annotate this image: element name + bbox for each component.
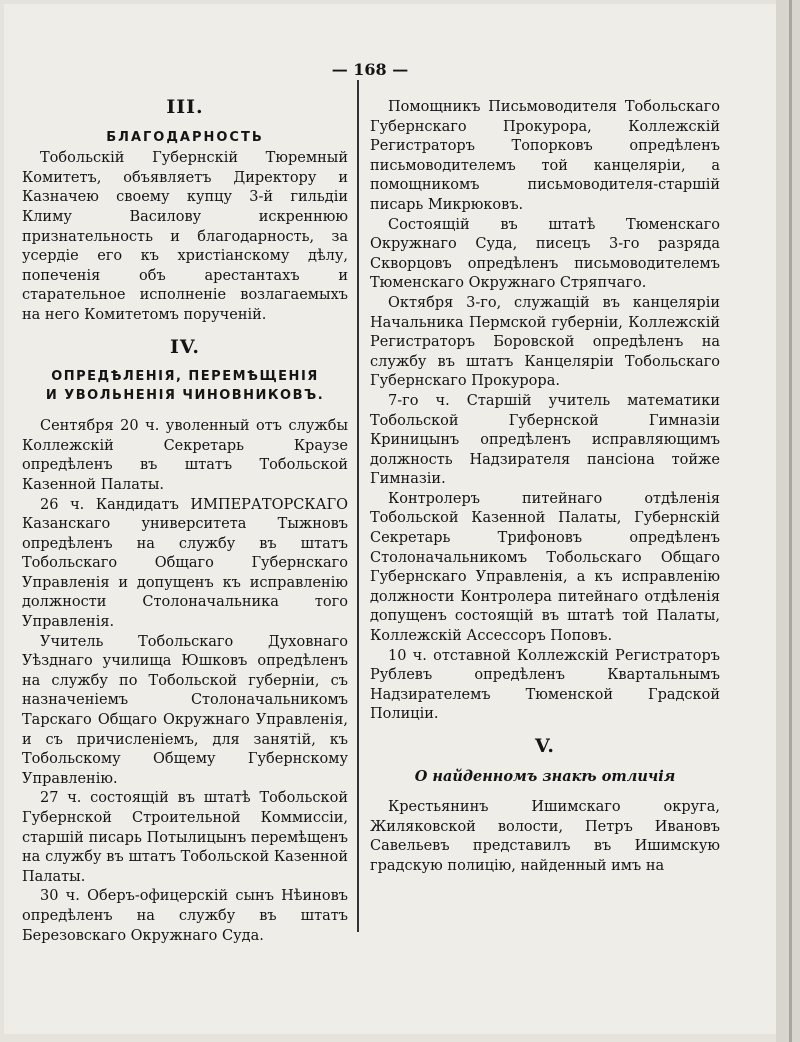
paragraph-appointment: Сентября 20 ч. уволенный отъ службы Коллежскій Секретарь Краузе опредѣленъ въ штатъ Тобольской Казенной Палаты. (22, 418, 348, 493)
paragraph-appointment: Состоящій въ штатѣ Тюменскаго Окружнаго Суда, писецъ 3-го разряда Скворцовъ опредѣленъ письмоводителемъ Тюменскаго Окружнаго Стряпчаго. (370, 216, 720, 292)
heading-gratitude: БЛАГОДАРНОСТЬ (106, 129, 264, 145)
paragraph-appointment: 10 ч. отставной Коллежскій Регистраторъ Рублевъ опредѣленъ Квартальнымъ Надзирателемъ Тюменской Градской Полиціи. (370, 647, 720, 723)
right-column (370, 98, 720, 877)
paragraph-found-insignia: Крестьянинъ Ишимскаго округа, Жиляковской волости, Петръ Ивановъ Савельевъ представилъ въ Ишимскую градскую полицію, найденный имъ на (370, 799, 720, 874)
paragraph-appointment: Учитель Тобольскаго Духовнаго Уѣзднаго училища Юшковъ опредѣленъ на службу по Тобольской губерніи, съ назначеніемъ Столоначальникомъ Тарскаго Общаго Окружнаго Управленія, и съ причисленіемъ, для занятій, къ Тобольскому Общему Губернскому Управленію. (22, 633, 348, 787)
heading-appointments-line-1: ОПРЕДѢЛЕНІЯ, ПЕРЕМѢЩЕНІЯ (51, 369, 319, 385)
subtitle-found-insignia: О найденномъ знакѣ отличія (414, 767, 676, 785)
paragraph-gratitude: Тобольскій Губернскій Тюремный Комитетъ, объявляетъ Директору и Казначею своему купцу 3-й гильдіи Климу Василову искреннюю признательность и благодарность, за усердіе его къ христіанскому дѣлу, попеченія объ арестантахъ и старательное исполненіе возлагаемыхъ на него Комитетомъ порученій. (22, 150, 348, 323)
paragraph-appointment: 30 ч. Оберъ-офицерскій сынъ Нѣиновъ опредѣленъ на службу въ штатъ Березовскаго Окружнаго Суда. (22, 888, 348, 944)
section-3-numeral: III. (166, 96, 204, 118)
page-edge (776, 0, 800, 1042)
paragraph-appointment: 7-го ч. Старшій учитель математики Тобольской Губернской Гимназіи Криницынъ опредѣленъ исправляющимъ должность Надзирателя пансіона тойже Гимназіи. (370, 392, 720, 488)
paragraph-appointment: 27 ч. состоящій въ штатѣ Тобольской Губернской Строительной Коммиссіи, старшій писарь Потылицынъ перемѣщенъ на службу въ штатъ Тобольской Казенной Палаты. (22, 790, 348, 885)
paragraph-appointment: 26 ч. Кандидатъ ИМПЕРАТОРСКАГО Казанскаго университета Тыжновъ опредѣленъ на службу въ штатъ Тобольскаго Общаго Губернскаго Управленія и допущенъ къ исправленію должности Столоначальника того Управленія. (22, 496, 348, 631)
spacer (370, 786, 720, 798)
column-divider (357, 80, 359, 932)
section-5-numeral: V. (534, 735, 556, 757)
spacer (22, 405, 348, 417)
section-4-numeral: IV. (170, 335, 200, 358)
left-column (22, 98, 348, 946)
page-edge-line (789, 0, 792, 1042)
paragraph-appointment: Контролеръ питейнаго отдѣленія Тобольской Казенной Палаты, Губернскій Секретарь Трифоновъ опредѣленъ Столоначальникомъ Тобольскаго Общаго Губернскаго Управленія, а къ исправленію должности Контролера питейнаго отдѣленія допущенъ состоящій въ штатѣ той Палаты, Коллежскій Ассессоръ Поповъ. (370, 490, 720, 645)
paragraph-appointment: Октября 3-го, служащій въ канцеляріи Начальника Пермской губерніи, Коллежскій Регистраторъ Боровской опредѣленъ на службу въ штатъ Канцеляріи Тобольскаго Губернскаго Прокурора. (370, 294, 720, 390)
page-number: — 168 — (331, 60, 409, 79)
paragraph-appointment: Помощникъ Письмоводителя Тобольскаго Губернскаго Прокурора, Коллежскій Регистраторъ Топорковъ опредѣленъ письмоводителемъ той канцеляріи, а помощникомъ письмоводителя-старшій писарь Микрюковъ. (370, 99, 720, 213)
heading-appointments-line-2: И УВОЛЬНЕНІЯ ЧИНОВНИКОВЪ. (45, 388, 325, 404)
